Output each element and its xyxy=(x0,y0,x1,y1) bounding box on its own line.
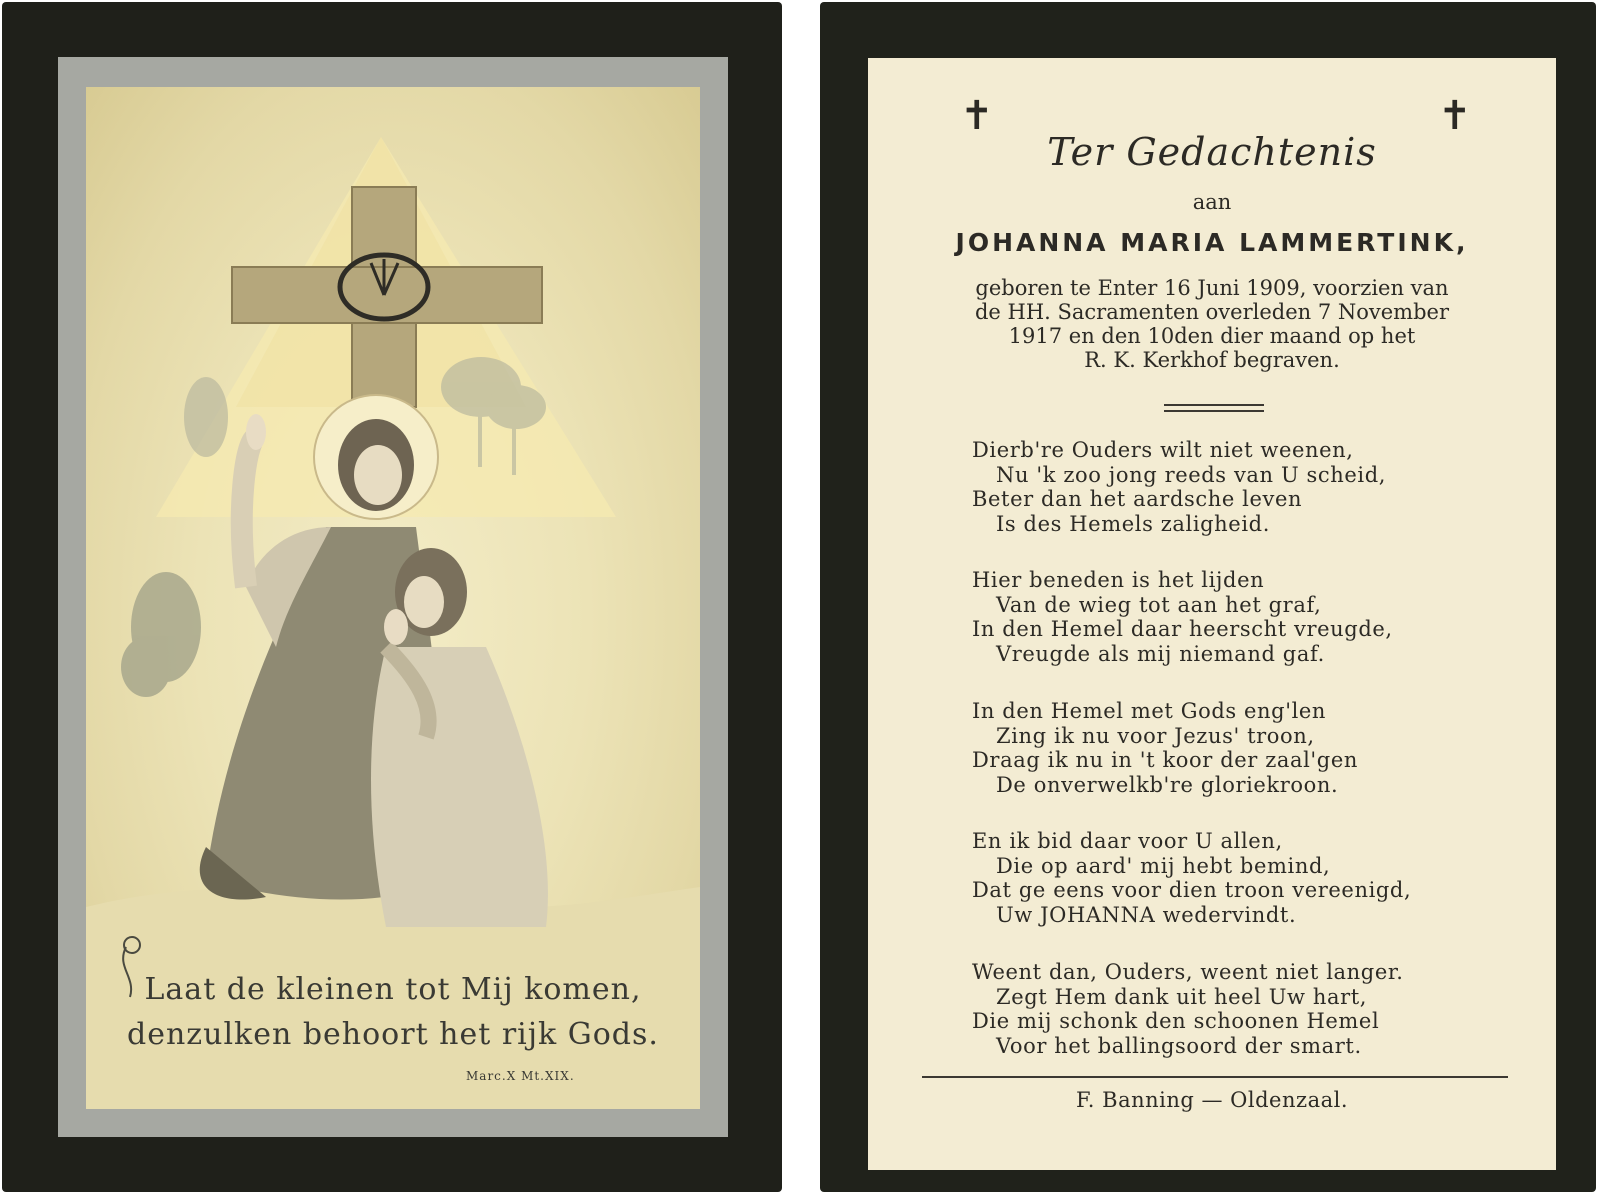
kneeling-child xyxy=(371,548,548,927)
shrub xyxy=(121,572,201,697)
cross-icon: ✝ xyxy=(1438,93,1472,139)
poem-line: In den Hemel met Gods eng'len xyxy=(972,699,1327,723)
divider-rule xyxy=(1164,404,1264,406)
biography-line: R. K. Kerkhof begraven. xyxy=(1084,348,1340,372)
memorial-card-front xyxy=(2,2,782,1192)
devotional-illustration xyxy=(86,87,700,1109)
footer-rule xyxy=(922,1076,1508,1078)
poem-line: En ik bid daar voor U allen, xyxy=(972,829,1283,853)
printer-credit: F. Banning — Oldenzaal. xyxy=(1075,1088,1348,1112)
biography-line: geboren te Enter 16 Juni 1909, voorzien van xyxy=(975,276,1449,300)
poem-line: Die mij schonk den schoonen Hemel xyxy=(972,1009,1380,1033)
poem-line: De onverwelkb're gloriekroon. xyxy=(996,772,1339,797)
poem-stanza-2 xyxy=(972,568,1393,666)
poem-line: Die op aard' mij hebt bemind, xyxy=(996,853,1331,878)
poem-line: Beter dan het aardsche leven xyxy=(972,487,1303,511)
divider-rule xyxy=(1164,410,1264,412)
poem-line: Is des Hemels zaligheid. xyxy=(996,511,1270,536)
caption-line-2: denzulken behoort het rijk Gods. xyxy=(127,1017,659,1052)
poem-stanza-3 xyxy=(972,699,1358,797)
poem-line: Hier beneden is het lijden xyxy=(972,568,1265,592)
biography-line: de HH. Sacramenten overleden 7 November xyxy=(974,300,1450,324)
poem-stanza-5 xyxy=(972,960,1403,1058)
silver-frame xyxy=(58,57,728,1137)
biography xyxy=(868,276,1556,372)
poem-line: Draag ik nu in 't koor der zaal'gen xyxy=(972,748,1358,772)
poem-line: Vreugde als mij niemand gaf. xyxy=(996,641,1325,666)
poem-line: Voor het ballingsoord der smart. xyxy=(996,1033,1362,1058)
christ-with-child-image xyxy=(86,87,700,1109)
cross-icon: ✝ xyxy=(960,93,994,139)
card-title: Ter Gedachtenis xyxy=(1047,130,1377,174)
poem-line: Nu 'k zoo jong reeds van U scheid, xyxy=(996,462,1387,487)
poem-line: Dierb're Ouders wilt niet weenen, xyxy=(972,438,1354,462)
poem-stanza-4 xyxy=(972,829,1411,927)
poem-line: Zing ik nu voor Jezus' troon, xyxy=(996,723,1315,748)
deceased-name: JOHANNA MARIA LAMMERTINK, xyxy=(955,228,1469,257)
poem-line: Dat ge eens voor dien troon vereenigd, xyxy=(972,878,1412,902)
poem-stanza-1 xyxy=(972,438,1386,536)
caption-line-1: Laat de kleinen tot Mij komen, xyxy=(144,972,642,1007)
poem-line: In den Hemel daar heerscht vreugde, xyxy=(972,617,1393,641)
poem-line: Uw JOHANNA wedervindt. xyxy=(996,902,1297,927)
poem-line: Zegt Hem dank uit heel Uw hart, xyxy=(996,984,1368,1009)
scripture-reference: Marc.X Mt.XIX. xyxy=(466,1069,575,1083)
biography-line: 1917 en den 10den dier maand op het xyxy=(1008,324,1416,348)
poem-line: Weent dan, Ouders, weent niet langer. xyxy=(972,960,1404,984)
memorial-text-panel xyxy=(868,58,1556,1170)
dedication-word: aan xyxy=(1192,190,1232,214)
poem-line: Van de wieg tot aan het graf, xyxy=(996,592,1322,617)
memorial-card-back xyxy=(820,2,1596,1192)
